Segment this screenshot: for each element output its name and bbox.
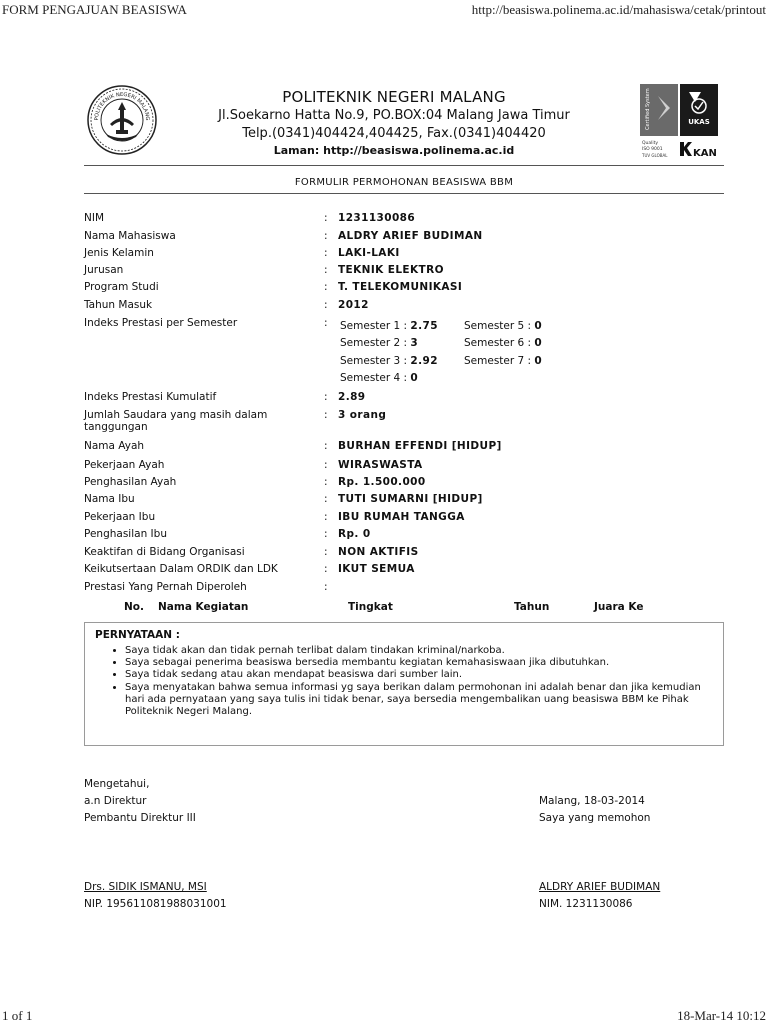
field-ordik-ldk <box>84 563 724 580</box>
svg-text:Certified System: Certified System <box>645 88 651 130</box>
field-ipk <box>84 391 724 408</box>
field-colon: : <box>324 546 328 558</box>
field-jenis-kelamin <box>84 247 724 264</box>
field-label: Penghasilan Ibu <box>84 528 167 540</box>
applicant-nim: NIM. 1231130086 <box>539 898 633 910</box>
field-label: NIM <box>84 212 105 224</box>
statement-box <box>84 622 724 746</box>
field-nama-ayah <box>84 440 724 457</box>
print-page-title: FORM PENGAJUAN BEASISWA <box>2 2 187 17</box>
field-value: IKUT SEMUA <box>338 563 415 575</box>
field-label: Jurusan <box>84 264 124 276</box>
field-keaktifan-organisasi <box>84 546 724 563</box>
field-label: Nama Mahasiswa <box>84 230 176 242</box>
field-value: LAKI-LAKI <box>338 247 400 259</box>
field-label: Tahun Masuk <box>84 299 153 311</box>
institution-phone: Telp.(0341)404424,404425, Fax.(0341)404420 <box>242 126 546 141</box>
svg-text:KAN: KAN <box>693 148 717 159</box>
field-colon: : <box>324 409 328 421</box>
field-label: Nama Ibu <box>84 493 135 505</box>
field-colon: : <box>324 264 328 276</box>
field-nama-ibu <box>84 493 724 510</box>
field-label: Program Studi <box>84 281 159 293</box>
semester-1: Semester 1 : 2.75 <box>340 320 438 332</box>
field-value: T. TELEKOMUNIKASI <box>338 281 463 293</box>
statement-item: • Saya menyatakan bahwa semua informasi yg saya berikan dalam permohonan ini adalah benar dan jika kemudian hari ada pernyataan yang saya tulis ini tidak benar, saya bersedia mengembalikan uang beasiswa BBM ke Pihak Politeknik Negeri Malang. <box>125 682 715 719</box>
field-label: Indeks Prestasi Kumulatif <box>84 391 217 403</box>
svg-text:Quality: Quality <box>642 141 659 146</box>
field-pekerjaan-ibu <box>84 511 724 528</box>
field-value: Rp. 0 <box>338 528 371 540</box>
place-date: Malang, 18-03-2014 <box>539 795 645 807</box>
print-header <box>0 0 768 18</box>
field-colon: : <box>324 511 328 523</box>
field-label: Pekerjaan Ayah <box>84 459 165 471</box>
pembantu-direktur-label: Pembantu Direktur III <box>84 812 196 824</box>
field-prestasi <box>84 581 724 598</box>
field-colon: : <box>324 459 328 471</box>
letterhead <box>84 80 724 162</box>
field-colon: : <box>324 317 328 329</box>
title-divider <box>84 193 724 194</box>
an-direktur-label: a.n Direktur <box>84 795 147 807</box>
institution-website: Laman: http://beasiswa.polinema.ac.id <box>273 144 515 157</box>
field-label: Keikutsertaan Dalam ORDIK dan LDK <box>84 563 278 575</box>
polinema-logo-icon <box>86 84 158 156</box>
statement-item: • Saya tidak akan dan tidak pernah terlibat dalam tindakan kriminal/narkoba. <box>125 645 715 657</box>
field-label: Nama Ayah <box>84 440 145 452</box>
semester-4: Semester 4 : 0 <box>340 372 419 384</box>
col-nama-kegiatan: Nama Kegiatan <box>158 601 249 613</box>
field-program-studi <box>84 281 724 298</box>
field-colon: : <box>324 476 328 488</box>
semester-7: Semester 7 : 0 <box>464 355 543 367</box>
field-value: 1231130086 <box>338 212 416 224</box>
field-value: WIRASWASTA <box>338 459 423 471</box>
field-label: Jenis Kelamin <box>84 247 154 259</box>
semester-5: Semester 5 : 0 <box>464 320 543 332</box>
mengetahui-label: Mengetahui, <box>84 778 150 790</box>
field-jumlah-saudara <box>84 409 724 437</box>
letterhead-divider <box>84 165 724 166</box>
official-name: Drs. SIDIK ISMANU, MSI <box>84 881 207 893</box>
semester-6: Semester 6 : 0 <box>464 337 543 349</box>
svg-text:UKAS: UKAS <box>688 118 710 126</box>
field-colon: : <box>324 493 328 505</box>
field-label: Prestasi Yang Pernah Diperoleh <box>84 581 247 593</box>
field-value: 2012 <box>338 299 369 311</box>
field-label: Keaktifan di Bidang Organisasi <box>84 546 245 558</box>
field-value: NON AKTIFIS <box>338 546 419 558</box>
institution-address: Jl.Soekarno Hatta No.9, PO.BOX:04 Malang Jawa Timur <box>218 108 570 123</box>
statement-title: PERNYATAAN : <box>95 629 180 641</box>
semester-3: Semester 3 : 2.92 <box>340 355 438 367</box>
field-value: IBU RUMAH TANGGA <box>338 511 465 523</box>
statement-item: • Saya sebagai penerima beasiswa bersedia membantu kegiatan kemahasiswaan jika dibutuhkan. <box>125 657 715 669</box>
field-colon: : <box>324 581 328 593</box>
field-label: Indeks Prestasi per Semester <box>84 317 238 329</box>
col-no: No. <box>124 601 144 613</box>
field-value: ALDRY ARIEF BUDIMAN <box>338 230 483 242</box>
institution-name: POLITEKNIK NEGERI MALANG <box>282 88 506 106</box>
field-colon: : <box>324 281 328 293</box>
field-colon: : <box>324 440 328 452</box>
field-colon: : <box>324 230 328 242</box>
col-tahun: Tahun <box>514 601 550 613</box>
field-label: Penghasilan Ayah <box>84 476 177 488</box>
field-penghasilan-ayah <box>84 476 724 493</box>
field-label: Pekerjaan Ibu <box>84 511 156 523</box>
field-jurusan <box>84 264 724 281</box>
page-count: 1 of 1 <box>2 1008 33 1023</box>
field-colon: : <box>324 299 328 311</box>
field-colon: : <box>324 528 328 540</box>
col-tingkat: Tingkat <box>348 601 393 613</box>
field-value: Rp. 1.500.000 <box>338 476 426 488</box>
print-url: http://beasiswa.polinema.ac.id/mahasiswa/cetak/printout <box>471 2 766 17</box>
form-title: FORMULIR PERMOHONAN BEASISWA BBM <box>294 177 514 188</box>
field-value: 3 orang <box>338 409 387 421</box>
certification-badge-icon <box>640 84 718 160</box>
field-colon: : <box>324 391 328 403</box>
col-juara-ke: Juara Ke <box>594 601 644 613</box>
field-value: BURHAN EFFENDI [HIDUP] <box>338 440 502 452</box>
applicant-role: Saya yang memohon <box>539 812 651 824</box>
statement-list <box>107 645 715 718</box>
field-colon: : <box>324 247 328 259</box>
field-nama-mahasiswa <box>84 230 724 247</box>
field-value: TUTI SUMARNI [HIDUP] <box>338 493 483 505</box>
applicant-name: ALDRY ARIEF BUDIMAN <box>539 881 661 893</box>
print-timestamp: 18-Mar-14 10:12 <box>677 1008 766 1023</box>
field-penghasilan-ibu <box>84 528 724 545</box>
svg-text:TUV GLOBAL: TUV GLOBAL <box>642 153 668 158</box>
field-pekerjaan-ayah <box>84 459 724 476</box>
field-label: Jumlah Saudara yang masih dalam tanggungan <box>84 409 268 433</box>
svg-text:ISO 9001: ISO 9001 <box>642 147 663 152</box>
field-nim <box>84 212 724 229</box>
field-value: TEKNIK ELEKTRO <box>338 264 444 276</box>
field-value: 2.89 <box>338 391 366 403</box>
field-colon: : <box>324 212 328 224</box>
statement-item: • Saya tidak sedang atau akan mendapat beasiswa dari sumber lain. <box>125 669 715 681</box>
field-colon: : <box>324 563 328 575</box>
logo-text: POLITEKNIK NEGERI MALANG <box>93 91 151 121</box>
field-tahun-masuk <box>84 299 724 316</box>
semester-2: Semester 2 : 3 <box>340 337 419 349</box>
official-nip: NIP. 195611081988031001 <box>84 898 227 910</box>
print-footer <box>0 1006 768 1024</box>
